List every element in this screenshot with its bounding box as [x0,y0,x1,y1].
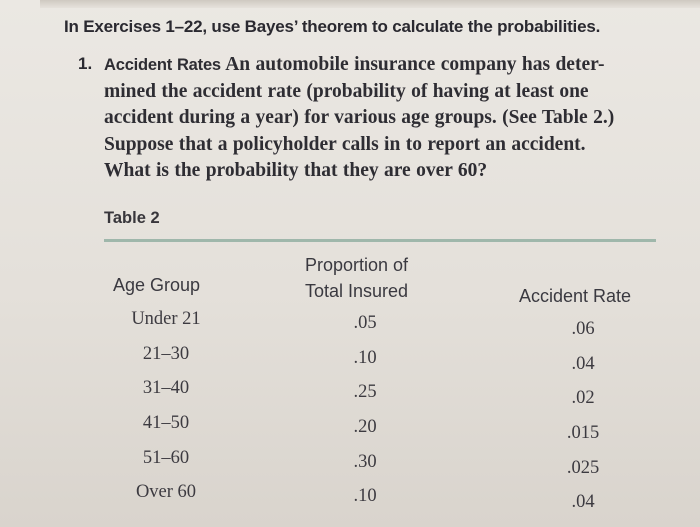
exercise-line-2: mined the accident rate (probability of having at least one [104,80,589,102]
exercise-line-1: Accident Rates An automobile insurance company has deter- [104,54,605,75]
cell-rate: .06 [571,319,595,339]
exercise-instructions: In Exercises 1–22, use Bayes’ theorem to calculate the probabilities. [64,17,601,36]
cell-proportion: .30 [353,452,377,472]
cell-age: Under 21 [131,309,201,329]
page-top-edge [40,0,700,8]
cell-proportion: .10 [353,348,377,368]
cell-proportion: .25 [353,382,377,402]
header-accident-rate: Accident Rate [519,286,632,306]
cell-rate: .025 [566,458,600,478]
header-proportion-line1: Proportion of [305,255,409,275]
exercise-line-5: What is the probability that they are over 60? [104,160,488,181]
table-rule [104,239,656,242]
cell-age: 41–50 [142,413,190,433]
table-caption: Table 2 [104,209,160,227]
cell-proportion: .05 [353,313,377,333]
cell-rate: .04 [571,492,595,512]
exercise-line-3: accident during a year) for various age groups. (See Table 2.) [104,107,615,128]
cell-proportion: .10 [353,486,377,506]
header-age-group: Age Group [113,275,201,295]
exercise-text [104,52,664,185]
cell-age: 51–60 [142,448,190,468]
exercise-title: Accident Rates [104,56,221,74]
cell-age: 21–30 [142,344,190,364]
cell-age: Over 60 [135,482,197,502]
cell-rate: .015 [566,423,600,443]
cell-rate: .04 [571,354,595,374]
cell-proportion: .20 [353,417,377,437]
cell-age: 31–40 [142,378,190,398]
exercise-number: 1. [78,54,93,73]
exercise-line-4: Suppose that a policyholder calls in to report an accident. [104,133,586,155]
header-proportion-line2: Total Insured [305,281,409,301]
cell-rate: .02 [571,388,595,408]
